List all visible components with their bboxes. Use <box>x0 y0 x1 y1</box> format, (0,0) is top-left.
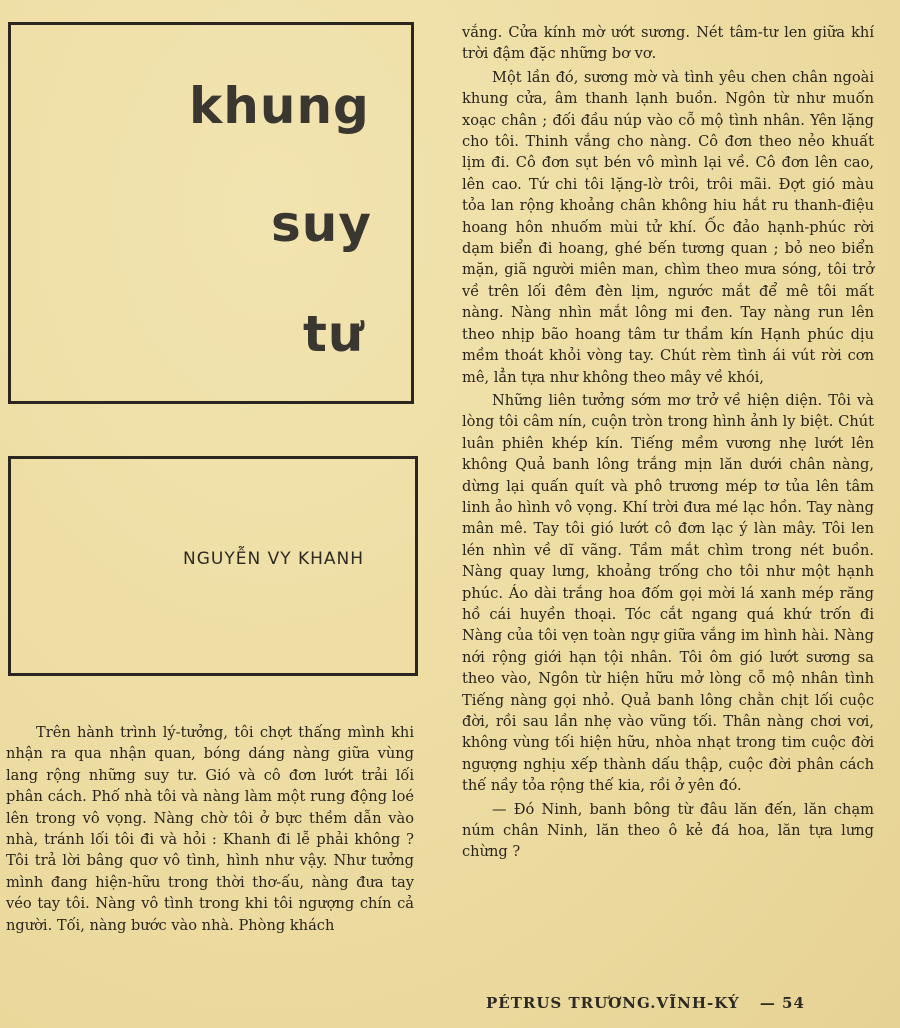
page-number: — 54 <box>759 994 805 1012</box>
title-line-1: khung <box>189 77 370 135</box>
title-line-2: suy <box>271 195 372 253</box>
right-paragraph-2: Một lần đó, sương mờ và tình yêu chen chân ngoài khung cửa, âm thanh lạnh buồn. Ngôn từ như muốn xoạc chân ; đối đầu núp vào cỗ mộ tình nhân. Yên lặng cho tôi. Thinh vắng cho nàng. Cô đơn theo nẻo khuất lịm đi. Cô đơn sụt bén vô mình lại về. Cô đơn lên cao, lên cao. Tứ chi tôi lặng-lờ trôi, trôi mãi. Đợt gió màu tỏa lan rộng khoảng chân không hiu hắt ru thanh-điệu hoang hôn nhuốm mùi tử khí. Ốc đảo hạnh-phúc rời dạm biển đi hoang, ghé bến tương quan ; bỏ neo biển mặn, giã người miên man, chìm theo mưa sóng, tôi trở về trên lối đêm đèn lịm, ngước mắt để mê tôi mất nàng. Nàng nhìn mắt lông mi đen. Tay nàng run lên theo nhịp bão hoang tâm tư thầm kín Hạnh phúc dịu mềm thoát khỏi vòng tay. Chút rèm tình ái vút rời cơn mê, lẳn tựa như không theo mây về khói, <box>462 68 874 386</box>
title-line-3: tư <box>303 305 365 363</box>
left-column <box>6 722 414 936</box>
right-paragraph-4: — Đó Ninh, banh bông từ đâu lăn đến, lăn chạm núm chân Ninh, lăn theo ô kẻ đá hoa, lăn tựa lưng chừng ? <box>462 800 874 861</box>
publication-name: PÉTRUS TRƯƠNG.VĨNH-KÝ <box>486 994 740 1012</box>
author-box <box>8 456 418 676</box>
right-paragraph-1: vắng. Cửa kính mờ ướt sương. Nét tâm-tư len giữa khí trời đậm đặc những bơ vơ. <box>462 24 874 63</box>
page-footer <box>486 994 819 1012</box>
right-column <box>462 22 874 863</box>
left-paragraph-1: Trên hành trình lý-tưởng, tôi chợt thấng mình khi nhận ra qua nhận quan, bóng dáng nàng giữa vùng lang rộng những suy tư. Gió và cô đơn lướt trải lối phân cách. Phố nhà tôi và nàng làm một rung động loé lên trong vô vọng. Nàng chờ tôi ở bực thềm dẫn vào nhà, tránh lối tôi đi và hỏi : Khanh đi lễ phải không ? Tôi trả lời bâng quơ vô tình, hình như vậy. Như tưởng mình đang hiện-hữu trong thời thơ-ấu, nàng đưa tay véo tay tôi. Nàng vô tình trong khi tôi ngượng chín cả người. Tối, nàng bước vào nhà. Phòng khách <box>6 724 414 934</box>
right-paragraph-3: Những liên tưởng sớm mơ trở về hiện diện. Tôi và lòng tôi câm nín, cuộn tròn trong hình ảnh ly biệt. Chút luân phiên khép kín. Tiếng mềm vương nhẹ lướt lên không Quả banh lông trắng mịn lăn dưới chân nàng, dừng lại quấn quít và phô trương mép tơ tủa lên tâm linh ảo hình vô vọng. Khí trời đưa mé lạc hồn. Tay nàng mân mê. Tay tôi gió lướt cô đơn lạc ý làn mây. Tôi len lén nhìn về dĩ vãng. Tầm mắt chìm trong nét buồn. Nàng quay lưng, khoảng trống cho tôi như một hạnh phúc. Áo dài trắng hoa đốm gọi mời lá xanh mép răng hồ cái huyền thoại. Tóc cắt ngang quá khứ trốn đi Nàng của tôi vẹn toàn ngự giữa vắng im hình hài. Nàng nới rộng giới hạn tội nhân. Tôi ôm gió lướt sương sa theo vào, Ngôn từ hiện hữu mở lòng cỗ mộ nhân tình Tiếng nàng gọi nhỏ. Quả banh lông chằn chịt lối cuộc đời, rồi sau lần nhẹ vào vũng tối. Thân nàng chơi vơi, không vùng tối hiện hữu, nhòa nhạt trong tim cuộc đời ngượng nghịu xếp thành dấu thập, cuộc đời phân cách thế nầy tỏa rộng thế kia, rồi ở yên đó. <box>462 391 874 795</box>
author-name: NGUYỄN VY KHANH <box>183 549 365 569</box>
title-box <box>8 22 414 404</box>
